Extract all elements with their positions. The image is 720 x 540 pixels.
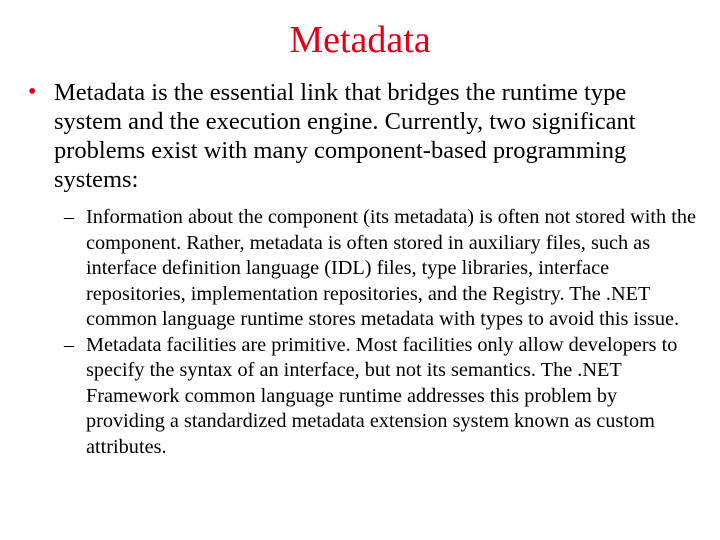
sub-bullet-marker: – bbox=[64, 333, 74, 356]
main-bullet-text: Metadata is the essential link that bridges the runtime type system and the execution engine. Currently, two significant problems exist with many component-based programming systems: bbox=[54, 79, 636, 193]
sub-bullet-text: Information about the component (its metadata) is often not stored with the component. Rather, metadata is often stored in auxiliary files, such as interface definition language (IDL) files, type libraries, interface repositories, implementation repositories, and the Registry. The .NET common language runtime stores metadata with types to avoid this issue. bbox=[86, 206, 696, 330]
bullet-marker: • bbox=[28, 79, 37, 105]
sub-bullet-item bbox=[64, 333, 700, 461]
sub-bullet-list bbox=[64, 205, 700, 460]
sub-bullet-item bbox=[64, 205, 700, 333]
main-bullet bbox=[28, 78, 698, 194]
sub-bullet-text: Metadata facilities are primitive. Most facilities only allow developers to specify the syntax of an interface, but not its semantics. The .NET Framework common language runtime addresses this problem by providing a standardized metadata extension system known as custom attributes. bbox=[86, 333, 678, 458]
sub-bullet-marker: – bbox=[64, 206, 74, 228]
slide-title: Metadata bbox=[289, 19, 431, 61]
